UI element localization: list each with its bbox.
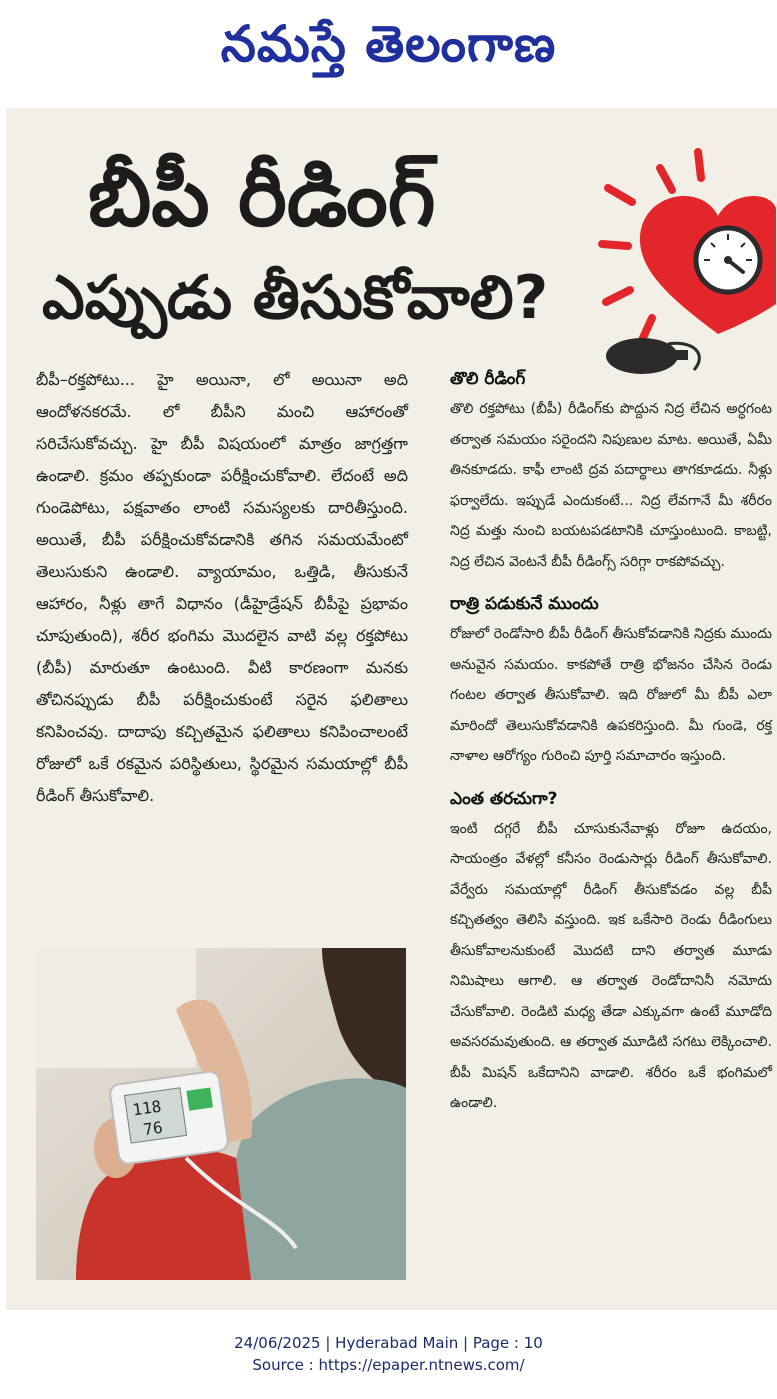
intro-column <box>36 364 408 812</box>
section-body-before-bed: రోజులో రెండోసారి బీపీ రీడింగ్‌ తీసుకోవడానికి నిద్రకు ముందు అనువైన సమయం. కాకపోతే రాత్రి భోజనం చేసిన రెండు గంటల తర్వాత తీసుకోవాలి. ఇది రోజులో మీ బీపీ ఎలా మారిందో తెలుసుకోవడానికి ఉపకరిస్తుంది. మీ గుండె, రక్త నాళాల ఆరోగ్యం గురించి పూర్తి సమాచారం ఇస్తుంది. <box>450 626 772 764</box>
masthead <box>0 0 777 100</box>
footer-source-link[interactable]: Source : https://epaper.ntnews.com/ <box>252 1356 525 1374</box>
heart-gauge-icon <box>598 144 776 374</box>
section-title-before-bed: రాత్రి పడుకునే ముందు <box>450 594 599 614</box>
section-body-how-often: ఇంటి దగ్గరే బీపీ చూసుకునేవాళ్లు రోజూ ఉదయం, సాయంత్రం వేళల్లో కనీసం రెండుసార్లు రీడింగ్‌ తీసుకోవాలి. వేర్వేరు సమయాల్లో రీడింగ్‌ తీసుకోవడం వల్ల బీపీ కచ్చితత్వం తెలిసి వస్తుంది. ఇక ఒకేసారి రెండు రీడింగులు తీసుకోవాలనుకుంటే మొదటి దాని తర్వాత మూడు నిమిషాలు ఆగాలి. ఆ తర్వాత రెండోదానినీ నమోదు చేసుకోవాలి. రెండిటి మధ్య తేడా ఎక్కువగా ఉంటే మూడోది అవసరమవుతుంది. ఆ తర్వాత మూడిటి సగటు లెక్కించాలి. బీపీ మిషన్‌ ఒకేదానిని వాడాలి. శరీరం ఒకే భంగిమలో ఉండాలి. <box>450 820 772 1111</box>
section-title-first-reading: తొలి రీడింగ్‌ <box>450 369 526 389</box>
article <box>6 108 777 1310</box>
footer-date-edition: 24/06/2025 | Hyderabad Main | Page : 10 <box>234 1334 543 1352</box>
masthead-title: నమస్తే తెలంగాణ <box>220 14 557 73</box>
sections-column <box>450 364 772 1131</box>
headline-line-2: ఎప్పుడు తీసుకోవాలి? <box>42 263 549 333</box>
heart-gauge-graphic <box>598 144 776 374</box>
monitor-reading-diastolic: 76 <box>142 1117 164 1140</box>
footer <box>0 1332 777 1376</box>
headline-line-1: బీపీ రీడింగ్‌ <box>88 150 436 245</box>
woman-with-bp-monitor-image <box>36 948 406 1280</box>
section-body-first-reading: తొలి రక్తపోటు (బీపీ) రీడింగ్‌కు పొద్దున నిద్ర లేచిన అర్ధగంట తర్వాత సమయం సరైందని నిపుణుల మాట. అయితే, ఏమీ తినకూడదు. కాఫీ లాంటి ద్రవ పదార్థాలు తాగకూడదు. నీళ్లు ఫర్వాలేదు. ఇప్పుడే ఎందుకంటే... నిద్ర లేవగానే మీ శరీరం నిద్ర మత్తు నుంచి బయటపడటానికి చూస్తుంటుంది. కాబట్టి, నిద్ర లేచిన వెంటనే బీపీ రీడింగ్స్‌ సరిగ్గా రాకపోవచ్చు. <box>450 401 772 570</box>
intro-paragraph: బీపీ–రక్తపోటు... హై అయినా, లో అయినా అది ఆందోళనకరమే. లో బీపీని మంచి ఆహారంతో సరిచేసుకోవచ్చు. హై బీపీ విషయంలో మాత్రం జాగ్రత్తగా ఉండాలి. క్రమం తప్పకుండా పరీక్షించుకోవాలి. లేదంటే అది గుండెపోటు, పక్షవాతం లాంటి సమస్యలకు దారితీస్తుంది. అయితే, బీపీ పరీక్షించుకోవడానికి తగిన సమయమేంటో తెలుసుకుని ఉండాలి. వ్యాయామం, ఒత్తిడి, తీసుకునే ఆహారం, నీళ్లు తాగే విధానం (డీహైడ్రేషన్‌ బీపీపై ప్రభావం చూపుతుంది), శరీర భంగిమ మొదలైన వాటి వల్ల రక్తపోటు (బీపీ) మారుతూ ఉంటుంది. వీటి కారణంగా మనకు తోచినప్పుడు బీపీ పరీక్షించుకుంటే సరైన ఫలితాలు కనిపించవు. దాదాపు కచ్చితమైన ఫలితాలు కనిపించాలంటే రోజులో ఒకే రకమైన పరిస్థితులు, స్థిరమైన సమయాల్లో బీపీ రీడింగ్‌ తీసుకోవాలి. <box>36 370 408 805</box>
article-photo <box>36 948 406 1280</box>
section-title-how-often: ఎంత తరచుగా? <box>450 788 558 809</box>
monitor-reading-systolic: 118 <box>131 1096 163 1120</box>
